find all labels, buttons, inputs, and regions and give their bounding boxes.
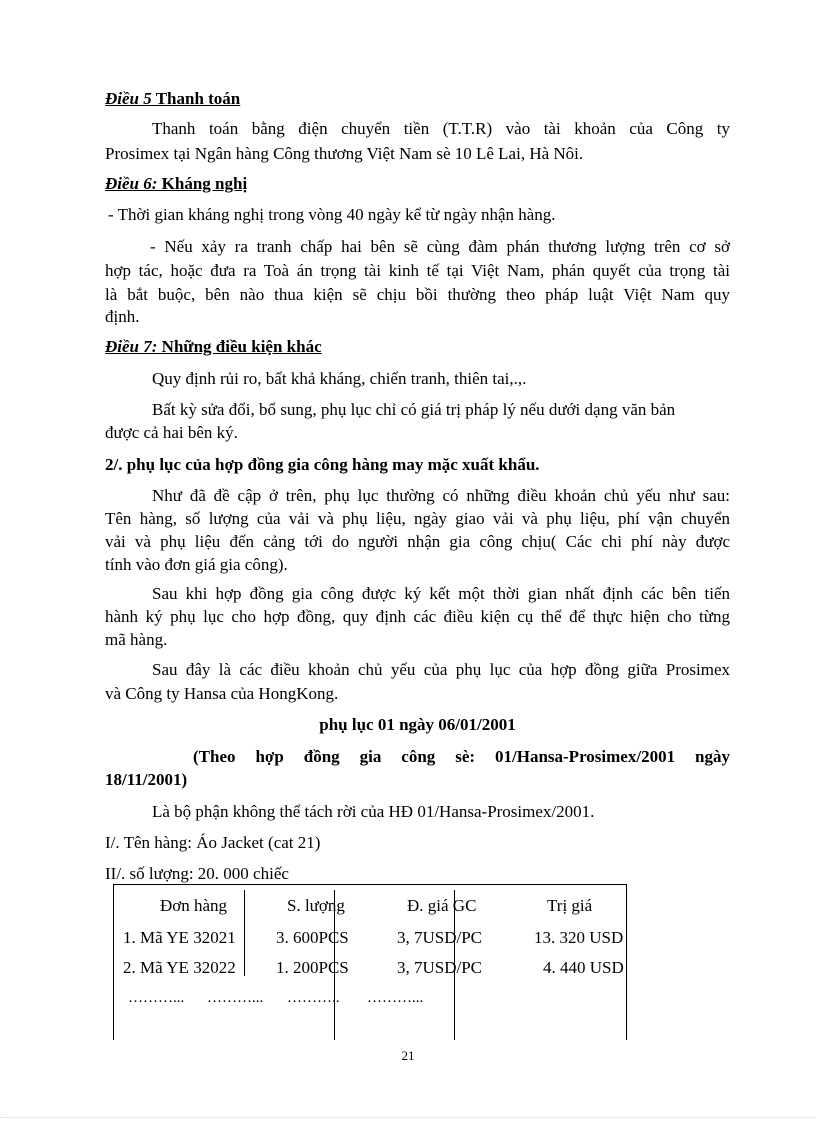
table-cell: 1. 200PCS (276, 958, 349, 977)
table-cell: 3. 600PCS (276, 928, 349, 947)
table-cell: 3, 7USD/PC (397, 928, 483, 947)
table-ellipsis: ………... (207, 990, 264, 1006)
section-6-title: Kháng nghị (157, 174, 248, 193)
table-header-cell: S. lượng (287, 896, 345, 915)
section-6-para-2-line-4: định. (105, 307, 140, 326)
part-2-para-1-line-4: tính vào đơn giá gia công). (105, 555, 288, 574)
appendix-title: phụ lục 01 ngày 06/01/2001 (319, 715, 516, 734)
page-number: 21 (401, 1048, 415, 1063)
section-5-heading (105, 88, 730, 109)
section-5-line-1: Thanh toán bằng điện chuyển tiền (T.T.R) vào tài khoản của Công ty (152, 119, 730, 138)
table-cell: 1. Mã YE 32021 (123, 928, 236, 947)
table-cell: 2. Mã YE 32022 (123, 958, 236, 977)
section-5-label: Điều 5 (105, 89, 152, 108)
table-cell: 4. 440 USD (543, 958, 624, 977)
part-2-para-2-line-1: Sau khi hợp đồng gia công được ký kết một thời gian nhất định các bên tiến (152, 584, 730, 603)
table-cell: 3, 7USD/PC (397, 958, 483, 977)
part-2-para-2-line-2: hành ký phụ lục cho hợp đồng, quy định các điều kiện cụ thể để thực hiện cho từng (105, 607, 730, 626)
table-top-border (113, 884, 627, 885)
appendix-item-1: I/. Tên hàng: Áo Jacket (cat 21) (105, 833, 321, 852)
appendix-subtitle-line-2: 18/11/2001) (105, 770, 188, 789)
section-6-heading (105, 173, 730, 194)
appendix-intro: Là bộ phận không thể tách rời của HĐ 01/Hansa-Prosimex/2001. (152, 802, 595, 821)
part-2-para-1-line-2: Tên hàng, số lượng của vải và phụ liệu, ngày giao vải và phụ liệu, phí vận chuyển (105, 509, 730, 528)
table-header-cell: Đơn hàng (160, 896, 228, 915)
appendix-subtitle-line-1: (Theo hợp đồng gia công sè: 01/Hansa-Prosimex/2001 ngày (193, 747, 730, 766)
table-divider-1 (244, 890, 245, 976)
section-5-line-2: Prosimex tại Ngân hàng Công thương Việt Nam sè 10 Lê Lai, Hà Nôi. (105, 144, 584, 163)
section-7-label: Điều 7: (105, 337, 158, 356)
section-7-para-2-line-1: Bất kỳ sửa đổi, bổ sung, phụ lục chỉ có giá trị pháp lý nếu dưới dạng văn bản (152, 400, 676, 419)
page-edge-divider (0, 1117, 816, 1118)
table-right-border (626, 884, 627, 1040)
table-header-cell: Đ. giá GC (407, 896, 477, 915)
section-6-para-2-line-1: - Nếu xảy ra tranh chấp hai bên sẽ cùng đàm phán thương lượng trên cơ sở (150, 237, 730, 256)
table-ellipsis: ………... (367, 990, 424, 1006)
section-6-para-2-line-3: là bắt buộc, bên nào thua kiện sẽ chịu bồi thường theo pháp luật Việt Nam quy (105, 285, 730, 304)
section-6-para-2-line-2: hợp tác, hoặc đưa ra Toà án trọng tài kinh tế tại Việt Nam, phán quyết của trọng tài (105, 261, 730, 280)
table-ellipsis: ………... (128, 990, 185, 1006)
section-5-title: Thanh toán (151, 89, 241, 108)
part-2-heading: 2/. phụ lục của hợp đồng gia công hàng may mặc xuất khẩu. (105, 455, 540, 474)
part-2-para-3-line-2: và Công ty Hansa của HongKong. (105, 684, 339, 703)
section-7-line-1: Quy định rủi ro, bất khả kháng, chiến tranh, thiên tai,.,. (152, 369, 527, 388)
table-left-border (113, 884, 114, 1040)
section-7-title: Những điều kiện khác (157, 337, 322, 356)
part-2-para-1-line-1: Như đã đề cập ở trên, phụ lục thường có những điều khoản chủ yếu như sau: (152, 486, 730, 505)
part-2-para-3-line-1: Sau đây là các điều khoản chủ yếu của phụ lục của hợp đồng giữa Prosimex (152, 660, 730, 679)
part-2-para-1-line-3: vải và phụ liệu đến cảng tới do người nhận gia công chịu( Các chi phí này được (105, 532, 730, 551)
section-7-para-2-line-2: được cả hai bên ký. (105, 423, 238, 442)
table-header-cell: Trị giá (547, 896, 593, 915)
appendix-item-2: II/. số lượng: 20. 000 chiếc (105, 864, 289, 883)
section-6-line-1: - Thời gian kháng nghị trong vòng 40 ngày kể từ ngày nhận hàng. (108, 205, 556, 224)
section-6-label: Điều 6: (105, 174, 158, 193)
part-2-para-2-line-3: mã hàng. (105, 630, 168, 649)
table-ellipsis: ……….. (287, 990, 340, 1006)
table-cell: 13. 320 USD (534, 928, 624, 947)
section-7-heading (105, 336, 730, 357)
